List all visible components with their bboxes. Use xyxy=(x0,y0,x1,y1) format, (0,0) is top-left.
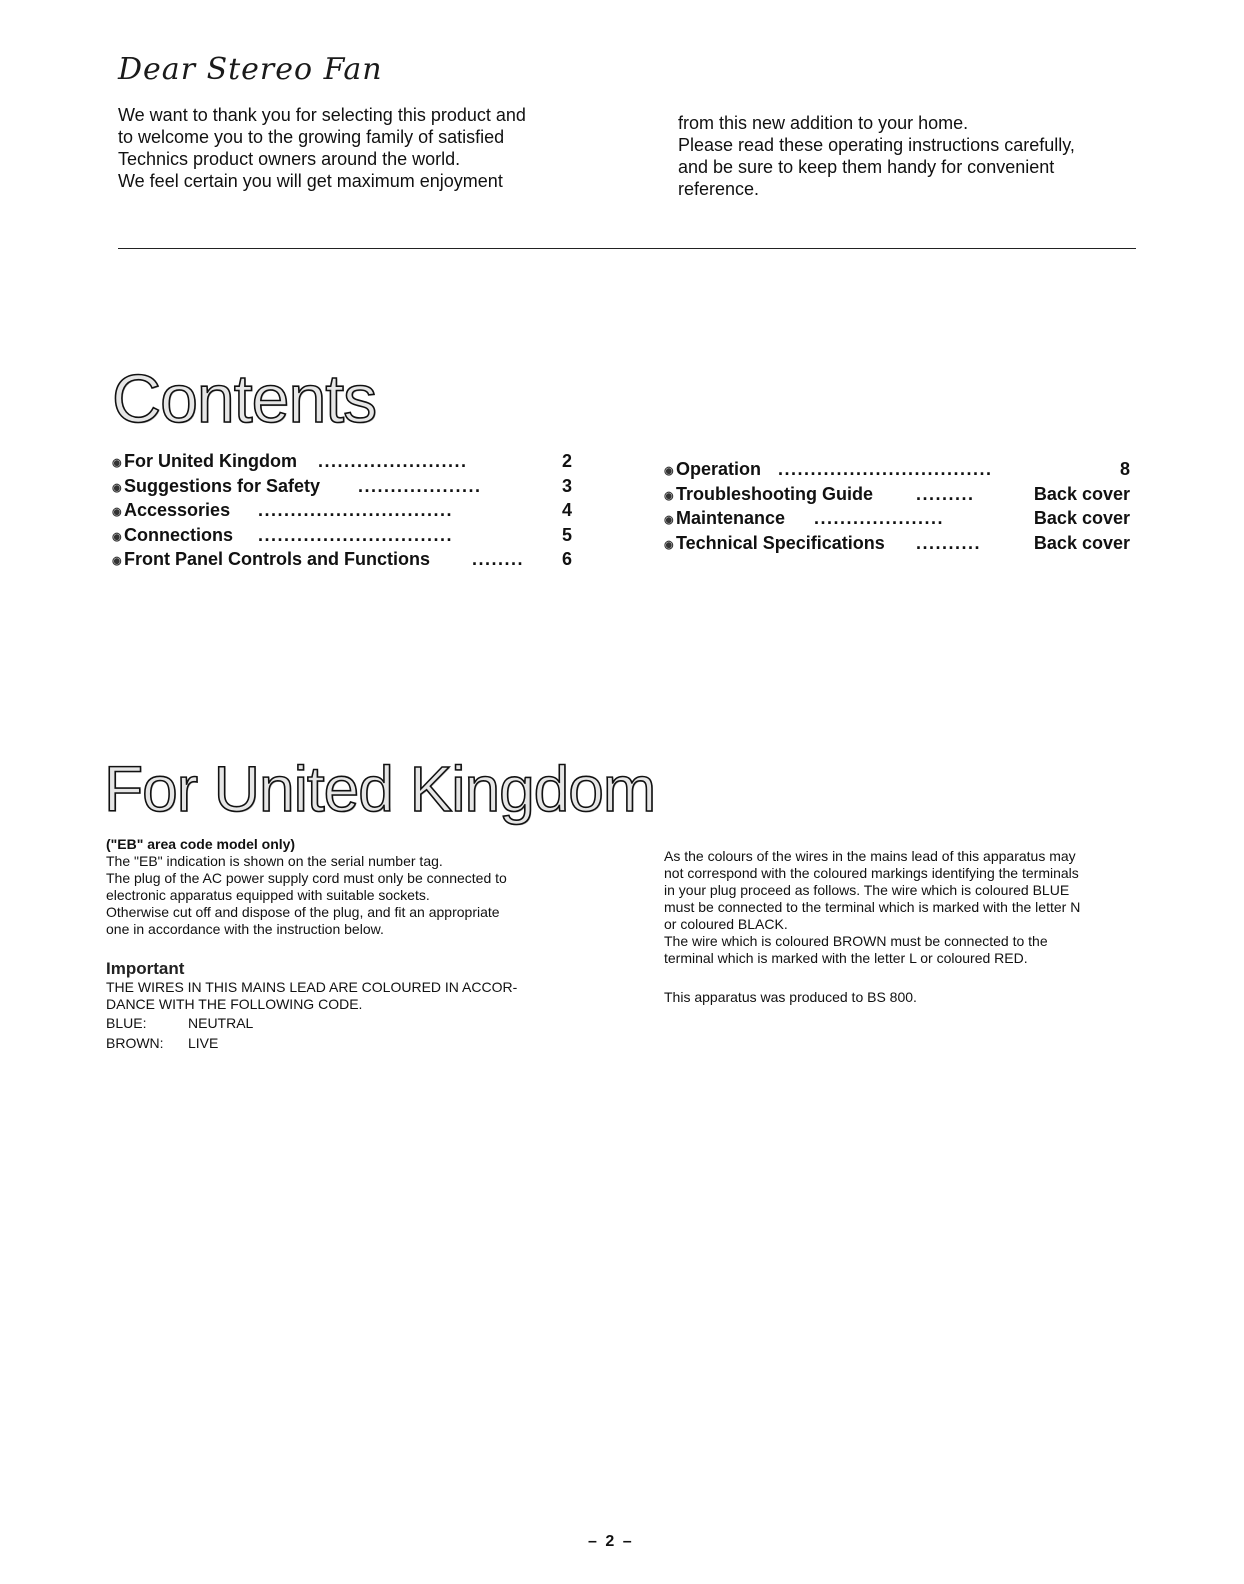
toc-entry[interactable] xyxy=(664,531,1130,556)
uk-line: The wire which is coloured BROWN must be connected to the xyxy=(664,933,1048,949)
greeting-line: and be sure to keep them handy for convenient xyxy=(678,157,1055,177)
toc-entry-page: 3 xyxy=(561,475,572,496)
toc-entry[interactable] xyxy=(112,547,572,572)
greeting-line: Please read these operating instructions carefully, xyxy=(678,135,1075,155)
uk-line: The plug of the AC power supply cord must only be connected to xyxy=(106,870,507,886)
wire-meaning: NEUTRAL xyxy=(188,1015,254,1031)
produced-note: This apparatus was produced to BS 800. xyxy=(664,989,917,1005)
greeting-line: Technics product owners around the world. xyxy=(118,149,461,169)
uk-heading: For United Kingdom xyxy=(104,753,656,825)
wire-code-row xyxy=(106,1033,253,1053)
toc-entry-label: Connections xyxy=(124,524,234,545)
uk-line: not correspond with the coloured markings identifying the terminals xyxy=(664,865,1079,881)
toc-entry-label: Suggestions for Safety xyxy=(124,475,321,496)
leader-dots: ................................. xyxy=(778,459,993,479)
toc-entry[interactable] xyxy=(664,482,1130,507)
leader-dots: .............................. xyxy=(258,500,454,520)
bullet-icon: ◉ xyxy=(664,538,674,551)
contents-list-right xyxy=(664,457,1130,555)
bullet-icon: ◉ xyxy=(112,530,122,543)
toc-entry-page: 4 xyxy=(561,500,572,520)
uk-line: electronic apparatus equipped with suitable sockets. xyxy=(106,887,430,903)
toc-entry[interactable] xyxy=(112,474,572,499)
wire-code-row xyxy=(106,1013,253,1033)
section-divider xyxy=(118,248,1136,249)
toc-entry-label: Front Panel Controls and Functions xyxy=(124,549,430,569)
important-line: THE WIRES IN THIS MAINS LEAD ARE COLOURED IN ACCOR- xyxy=(106,979,518,995)
toc-entry-page: 6 xyxy=(561,549,572,569)
greeting-line: reference. xyxy=(678,179,760,199)
uk-line: in your plug proceed as follows. The wire which is coloured BLUE xyxy=(664,882,1070,898)
uk-line: The "EB" indication is shown on the serial number tag. xyxy=(106,853,443,869)
uk-left-column xyxy=(106,836,568,1053)
greeting-line: to welcome you to the growing family of satisfied xyxy=(118,127,505,147)
uk-line: terminal which is marked with the letter L or coloured RED. xyxy=(664,950,1028,966)
wire-colour: BLUE: xyxy=(106,1015,147,1031)
wire-colour: BROWN: xyxy=(106,1035,164,1051)
toc-entry-label: Maintenance xyxy=(676,508,786,528)
greeting-title: Dear Stereo Fan xyxy=(118,52,383,87)
toc-entry[interactable] xyxy=(664,506,1130,531)
leader-dots: .................... xyxy=(814,508,945,528)
toc-entry-page: Back cover xyxy=(1033,532,1130,553)
bullet-icon: ◉ xyxy=(112,506,122,518)
toc-entry-page: 5 xyxy=(561,524,572,545)
leader-dots: ................... xyxy=(358,475,482,496)
leader-dots: ....................... xyxy=(318,451,468,471)
greeting-intro-left xyxy=(118,104,588,192)
toc-entry-label: Operation xyxy=(676,459,762,479)
toc-entry-page: Back cover xyxy=(1033,483,1130,504)
toc-entry[interactable] xyxy=(664,457,1130,482)
toc-entry[interactable] xyxy=(112,449,572,474)
toc-entry-label: Troubleshooting Guide xyxy=(676,483,873,504)
toc-entry-label: Technical Specifications xyxy=(676,532,885,553)
area-code-note: ("EB" area code model only) xyxy=(106,836,296,852)
uk-right-column xyxy=(664,848,1126,1006)
uk-line: or coloured BLACK. xyxy=(664,916,788,932)
contents-list-left xyxy=(112,449,572,572)
leader-dots: .............................. xyxy=(258,524,454,545)
toc-entry-page: 2 xyxy=(561,451,572,471)
uk-line: one in accordance with the instruction below. xyxy=(106,921,384,937)
leader-dots: ......... xyxy=(916,483,975,504)
uk-line: must be connected to the terminal which is marked with the letter N xyxy=(664,899,1081,915)
leader-dots: .......... xyxy=(916,532,982,553)
greeting-intro-right xyxy=(678,112,1140,200)
leader-dots: ........ xyxy=(472,549,525,569)
contents-heading: Contents xyxy=(112,361,377,437)
toc-entry-label: For United Kingdom xyxy=(124,451,297,471)
important-line: DANCE WITH THE FOLLOWING CODE. xyxy=(106,996,363,1012)
uk-line: As the colours of the wires in the mains lead of this apparatus may xyxy=(664,848,1076,864)
bullet-icon: ◉ xyxy=(664,465,674,477)
bullet-icon: ◉ xyxy=(664,489,674,502)
uk-line: Otherwise cut off and dispose of the plug, and fit an appropriate xyxy=(106,904,500,920)
greeting-line: We want to thank you for selecting this product and xyxy=(118,105,526,125)
bullet-icon: ◉ xyxy=(112,481,122,494)
bullet-icon: ◉ xyxy=(112,457,122,469)
page-number: – 2 – xyxy=(588,1533,634,1550)
important-heading: Important xyxy=(106,959,185,978)
bullet-icon: ◉ xyxy=(664,514,674,526)
toc-entry[interactable] xyxy=(112,523,572,548)
greeting-line: from this new addition to your home. xyxy=(678,113,969,133)
toc-entry-page: 8 xyxy=(1119,459,1130,479)
wire-code-table xyxy=(106,1013,253,1053)
toc-entry[interactable] xyxy=(112,498,572,523)
greeting-line: We feel certain you will get maximum enjoyment xyxy=(118,171,503,191)
toc-entry-label: Accessories xyxy=(124,500,231,520)
toc-entry-page: Back cover xyxy=(1033,508,1130,528)
wire-meaning: LIVE xyxy=(188,1035,219,1051)
bullet-icon: ◉ xyxy=(112,555,122,567)
